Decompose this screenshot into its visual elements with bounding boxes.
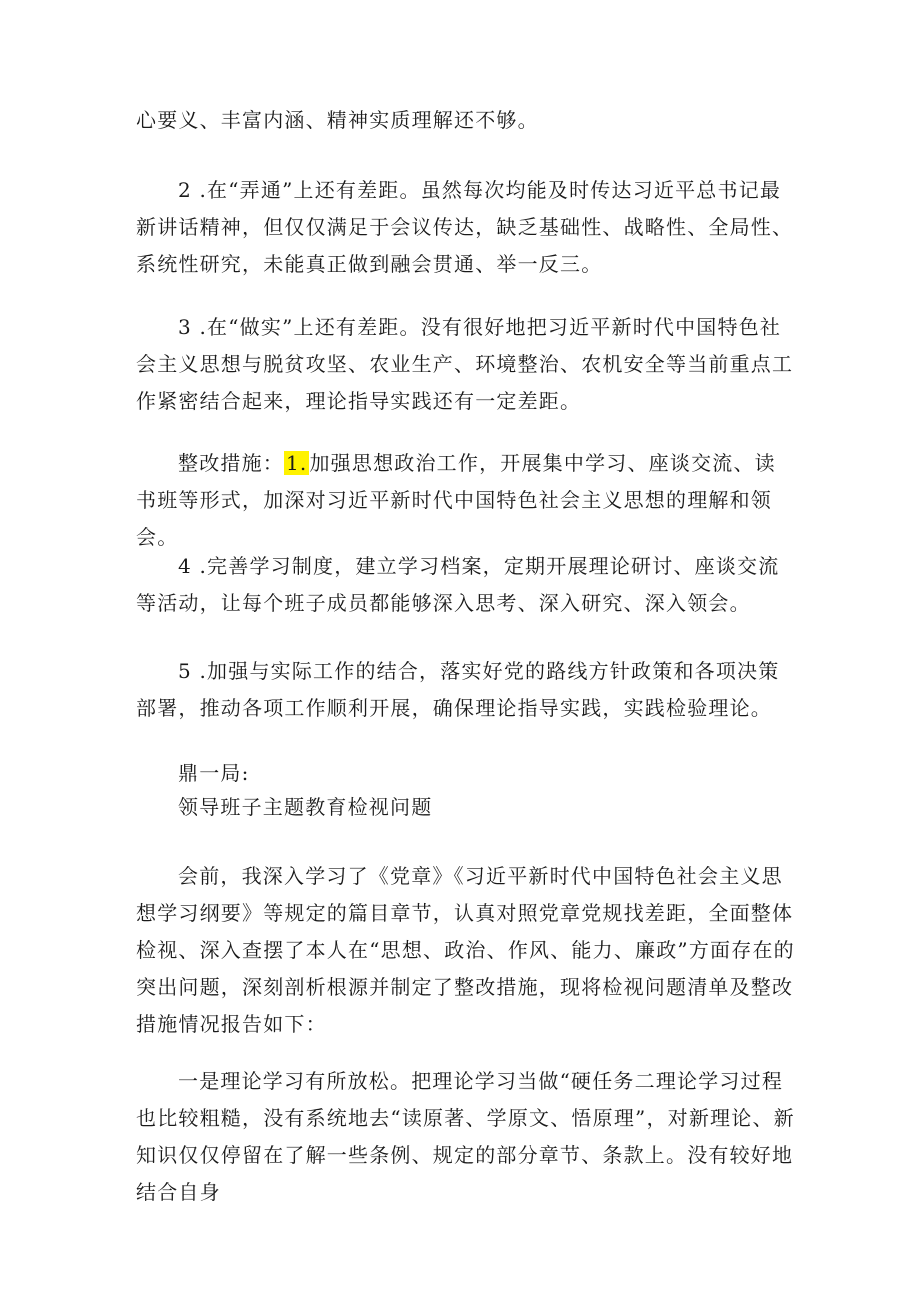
highlighted-number: 1. (286, 451, 308, 475)
paragraph-intro: 会前，我深入学习了《党章》《习近平新时代中国特色社会主义思想学习纲要》等规定的篇目章节，认真对照党章党规找差距，全面整体检视、深入查摆了本人在“思想、政治、作风、能力、廉政”方面存在的突出问题，深刻剖析根源并制定了整改措施，现将检视问题清单及整改措施情况报告如下： (136, 864, 795, 1036)
paragraph-item-1: 一是理论学习有所放松。把理论学习当做“硬任务二理论学习过程也比较粗糙，没有系统地去“读原著、学原文、悟原理”，对新理论、新知识仅仅停留在了解一些条例、规定的部分章节、条款上。没有较好地结合自身 (136, 1069, 795, 1204)
paragraph-measures (136, 445, 796, 556)
measures-text: 加强思想政治工作，开展集中学习、座谈交流、读书班等形式，加深对习近平新时代中国特色社会主义思想的理解和领会。 (136, 451, 776, 549)
paragraph-point-5: 5 .加强与实际工作的结合，落实好党的路线方针政策和各项决策部署，推动各项工作顺利开展，确保理论指导实践，实践检验理论。 (136, 659, 780, 720)
measures-prefix: 整改措施： (178, 451, 284, 475)
paragraph-continuation: 心要义、丰富内涵、精神实质理解还不够。 (136, 108, 539, 132)
paragraph-point-4: 4 .完善学习制度，建立学习档案，定期开展理论研讨、座谈交流等活动，让每个班子成员都能够深入思考、深入研究、深入领会。 (136, 554, 780, 615)
section-title: 领导班子主题教育检视问题 (178, 795, 433, 819)
section-label: 鼎一局: (178, 761, 250, 785)
paragraph-point-3: 3 .在“做实”上还有差距。没有很好地把习近平新时代中国特色社会主义思想与脱贫攻坚、农业生产、环境整治、农机安全等当前重点工作紧密结合起来，理论指导实践还有一定差距。 (136, 315, 794, 413)
paragraph-point-2: 2 .在“弄通”上还有差距。虽然每次均能及时传达习近平总书记最新讲话精神，但仅仅满足于会议传达，缺乏基础性、战略性、全局性、系统性研究，未能真正做到融会贯通、举一反三。 (136, 178, 794, 276)
